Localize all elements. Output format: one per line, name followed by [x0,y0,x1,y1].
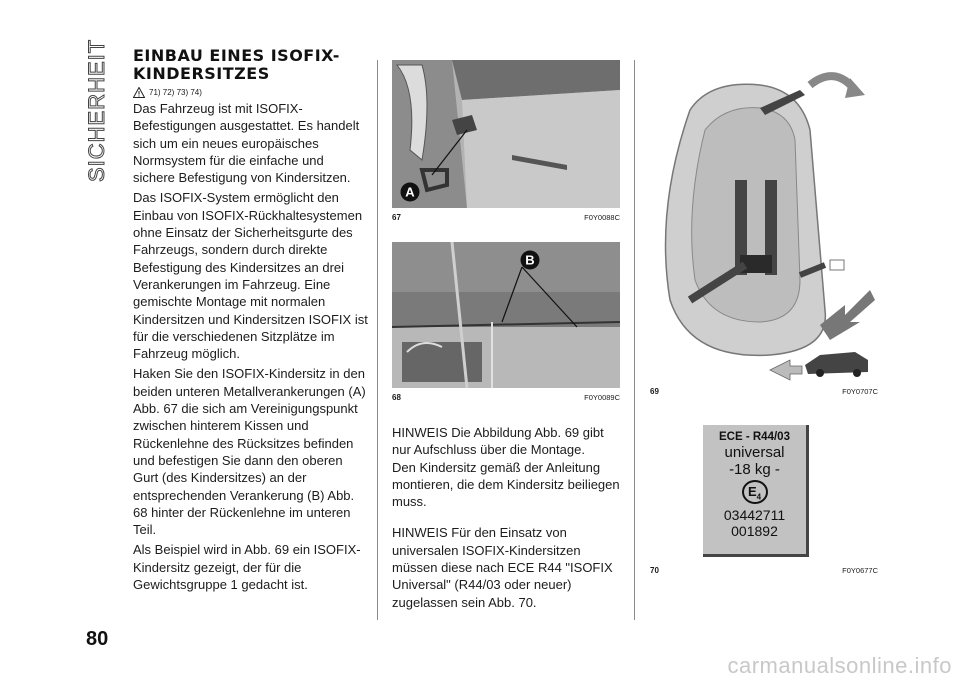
ece-mark-country: 4 [756,492,762,502]
paragraph-mounting: Haken Sie den ISOFIX-Kindersitz in den beiden unteren Metallverankerungen (A) Abb. 67 die sich am Vereinigungspunkt zwischen hinterem Kissen und Rückenlehne des Rücksitzes befinden und befestigen Sie dann den oberen Gurt (des Kindersitzes) an der entsprechenden Verankerung (B) Abb. 68 hinter der Rückenlehne im unteren Teil. [133,366,366,538]
figure-code: F0Y0677C [842,566,878,575]
figure-caption [650,566,878,575]
ece-label-title: ECE - R44/03 [719,431,790,443]
marker-b-label: B [525,252,535,268]
page-number: 80 [86,628,109,650]
paragraph-system: Das ISOFIX-System ermöglicht den Einbau von ISOFIX-Rückhaltesystemen ohne Einsatz der Sicherheitsgurte des Fahrzeugs, sondern durch direkte Befestigung des Kindersitzes an drei Verankerungen im Fahrzeug. Eine gemischte Montage mit normalen Kindersitzen und Kindersitzen ISOFIX ist für die verschiedenen Sitzplätze im Fahrzeug möglich. [133,190,368,362]
ece-label-category: universal [724,444,785,461]
figure-number: 68 [392,393,401,402]
watermark: carmanualsonline.info [727,653,952,678]
figure-number: 70 [650,566,659,575]
figure-top-tether-anchor [392,242,620,388]
ece-mark: E [747,484,757,499]
hinweis-note-1b: Den Kindersitz gemäß der Anleitung montieren, die dem Kindersitz beiliegen muss. [392,459,620,510]
hinweis-note-2: HINWEIS Für den Einsatz von universalen ISOFIX-Kindersitzen müssen diese nach ECE R44 "ISOFIX Universal" (R44/03 oder neuer) zugelassen sein Abb. 70. [392,525,613,610]
marker-a-label: A [405,184,415,200]
warning-triangle-icon [133,87,145,98]
figure-code: F0Y0089C [584,393,620,402]
warning-references [133,87,369,98]
figure-number: 69 [650,387,659,396]
figure-caption [392,213,620,222]
ece-approval-label [703,425,809,557]
figure-child-seat [650,60,878,382]
figure-code: F0Y0707C [842,387,878,396]
ece-label-weight: -18 kg - [729,461,780,478]
column-divider [634,60,635,620]
hinweis-note-1: HINWEIS Die Abbildung Abb. 69 gibt nur Aufschluss über die Montage. [392,425,604,458]
figure-number: 67 [392,213,401,222]
chapter-side-label: SICHERHEIT [84,38,109,182]
marker-b-icon [520,250,540,270]
ece-serial-number: 001892 [731,523,778,539]
figure-caption [650,387,878,396]
section-title: EINBAU EINES ISOFIX-KINDERSITZES [133,46,340,83]
figure-caption [392,393,620,402]
ece-mark-icon [742,480,768,504]
paragraph-example: Als Beispiel wird in Abb. 69 ein ISOFIX-Kindersitz gezeigt, der für die Gewichtsgruppe 1 gedacht ist. [133,542,361,593]
figure-isofix-anchor [392,60,620,208]
notes-column [392,424,624,611]
figure-code: F0Y0088C [584,213,620,222]
column-divider [377,60,378,620]
reference-numbers: 71) 72) 73) 74) [149,88,202,97]
marker-a-icon [400,182,420,202]
main-text-column [133,47,369,596]
ece-approval-number: 03442711 [723,507,786,523]
paragraph-intro: Das Fahrzeug ist mit ISOFIX-Befestigungen ausgestattet. Es handelt sich um ein neues europäisches Normsystem für die einfache und sichere Befestigung von Kindersitzen. [133,101,360,186]
